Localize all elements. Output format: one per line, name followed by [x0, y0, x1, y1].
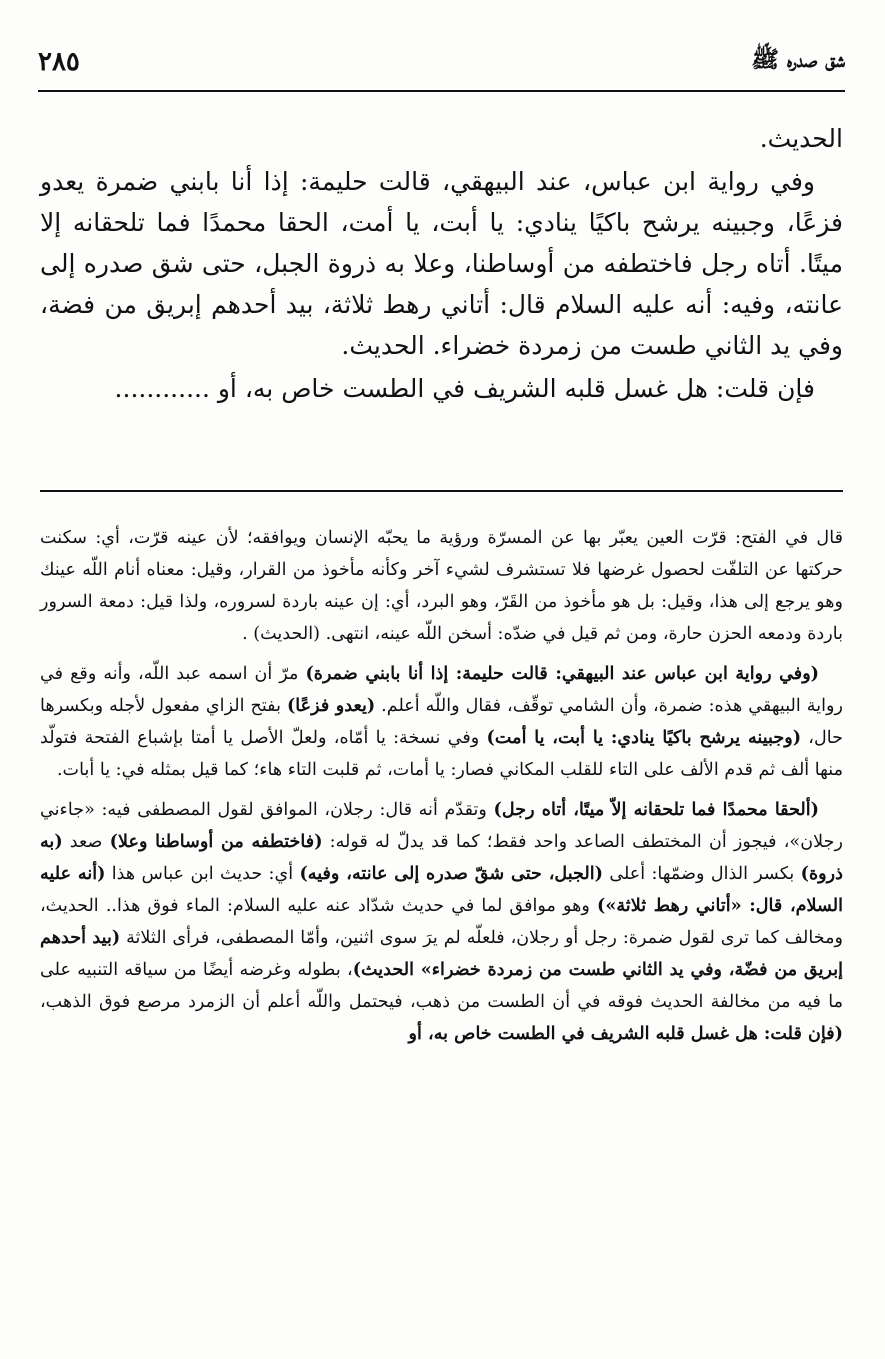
quoted-text: (الجبل، حتى شقّ صدره إلى عانته، وفيه): [299, 863, 603, 884]
header-rule: [38, 90, 845, 92]
quoted-text: (يعدو فزعًا): [286, 695, 376, 716]
commentary-text: وتقدّم أنه قال: رجلان، الموافق لقول المصطفى فيه: «جاءني رجلان»، فيجوز أن المختطف الصاعد واحد فقط؛ كما قد يدلّ له قوله:: [40, 800, 843, 852]
commentary-text: أي: حديث ابن عباس هذا: [105, 864, 300, 884]
commentary-text: صعد: [62, 832, 110, 852]
quoted-text: (فإن قلت: هل غسل قلبه الشريف في الطست خاص به، أو: [408, 1023, 843, 1044]
quoted-text: (فاختطفه من أوساطنا وعلا): [109, 831, 323, 852]
commentary-paragraph-3: [40, 794, 843, 1050]
quoted-text: (به ذروة): [40, 831, 843, 884]
commentary-text: بفتح الزاي مفعول لأجله وبكسرها حال،: [40, 696, 843, 748]
commentary-text: وهو موافق لما في حديث شدّاد عنه عليه السلام: الماء فوق هذا.. الحديث، ومخالف كما ترى لقول ضمرة: رجل أو رجلان، فلعلّه لم يرَ سوى اثنين، وأمّا المصطفى، فرأى الثلاثة: [40, 896, 843, 948]
footnote-separator: [40, 490, 843, 492]
quoted-text: (أنه عليه السلام، قال: «أتاني رهط ثلاثة»): [40, 863, 843, 916]
commentary-text: وفي نسخة: يا أمّاه، ولعلّ الأصل يا أمتا بإشباع الفتحة فتولّد منها ألف ثم قدم الألف على التاء للقلب المكاني فصار: يا أمات، ثم قلبت التاء هاء؛ كما قيل بمثله في: يا أبات.: [40, 728, 843, 780]
commentary-text: ، بطوله وغرضه أيضًا من سياقه التنبيه على ما فيه من مخالفة الحديث فوقه في أن الطست من ذهب، فيحتمل واللّه أعلم أن الزمرد مرصع فوق الذهب،: [40, 960, 843, 1012]
commentary-text: مرّ أن اسمه عبد اللّه، وأنه وقع في رواية البيهقي هذه: ضمرة، وأن الشامي توقّف، فقال واللّه أعلم.: [40, 664, 843, 716]
main-paragraph-1: الحديث.: [759, 124, 843, 153]
page-header: [38, 42, 845, 82]
quoted-text: (وجبينه يرشح باكيًا ينادي: يا أبت، يا أمت): [486, 727, 802, 748]
main-paragraph-3: فإن قلت: هل غسل قلبه الشريف في الطست خاص به، أو ............: [114, 374, 815, 403]
page-number: ٢٨٥: [38, 47, 80, 77]
commentary-paragraph-1: قال في الفتح: قرّت العين يعبّر بها عن المسرّة ورؤية ما يحبّه الإنسان ويوافقه؛ لأن عينه قرّت، أي: سكنت حركتها عن التلفّت لحصول غرضها فلا تستشرف لشيء آخر وكأنه مأخوذ من القرار، وقيل: معناه أنام اللّه عينك وهو يرجع إلى هذا، وقيل: بل هو مأخوذ من القَرّ، وهو البرد، أي: إن عينه باردة لسروره، ولذا قيل: دمعة السرور باردة ودمعه الحزن حارة، ومن ثم قيل في ضدّه: أسخن اللّه عينه، انتهى. (الحديث) .: [40, 528, 843, 644]
running-head: شق صدره ﷺ: [751, 46, 845, 73]
commentary-paragraph-2: [40, 658, 843, 786]
main-text: [40, 118, 843, 411]
commentary-text: بكسر الذال وضمّها: أعلى: [603, 864, 801, 884]
quoted-text: (بيد أحدهم إبريق من فضّة، وفي يد الثاني طست من زمردة خضراء» الحديث): [40, 927, 843, 980]
main-paragraph-2: وفي رواية ابن عباس، عند البيهقي، قالت حليمة: إذا أنا بابني ضمرة يعدو فزعًا، وجبينه يرشح باكيًا ينادي: يا أبت، يا أمت، الحقا محمدًا فما تلحقانه إلا ميتًا. أتاه رجل فاختطفه من أوساطنا، وعلا به ذروة الجبل، حتى شق صدره إلى عانته، وفيه: أنه عليه السلام قال: أتاني رهط ثلاثة، بيد أحدهم إبريق من فضة، وفي يد الثاني طست من زمردة خضراء. الحديث.: [40, 167, 843, 360]
quoted-text: (ألحقا محمدًا فما تلحقانه إلاّ ميتًا، أتاه رجل): [493, 799, 820, 820]
commentary: [40, 522, 843, 1058]
quoted-text: (وفي رواية ابن عباس عند البيهقي: قالت حليمة: إذا أنا بابني ضمرة): [305, 663, 820, 684]
